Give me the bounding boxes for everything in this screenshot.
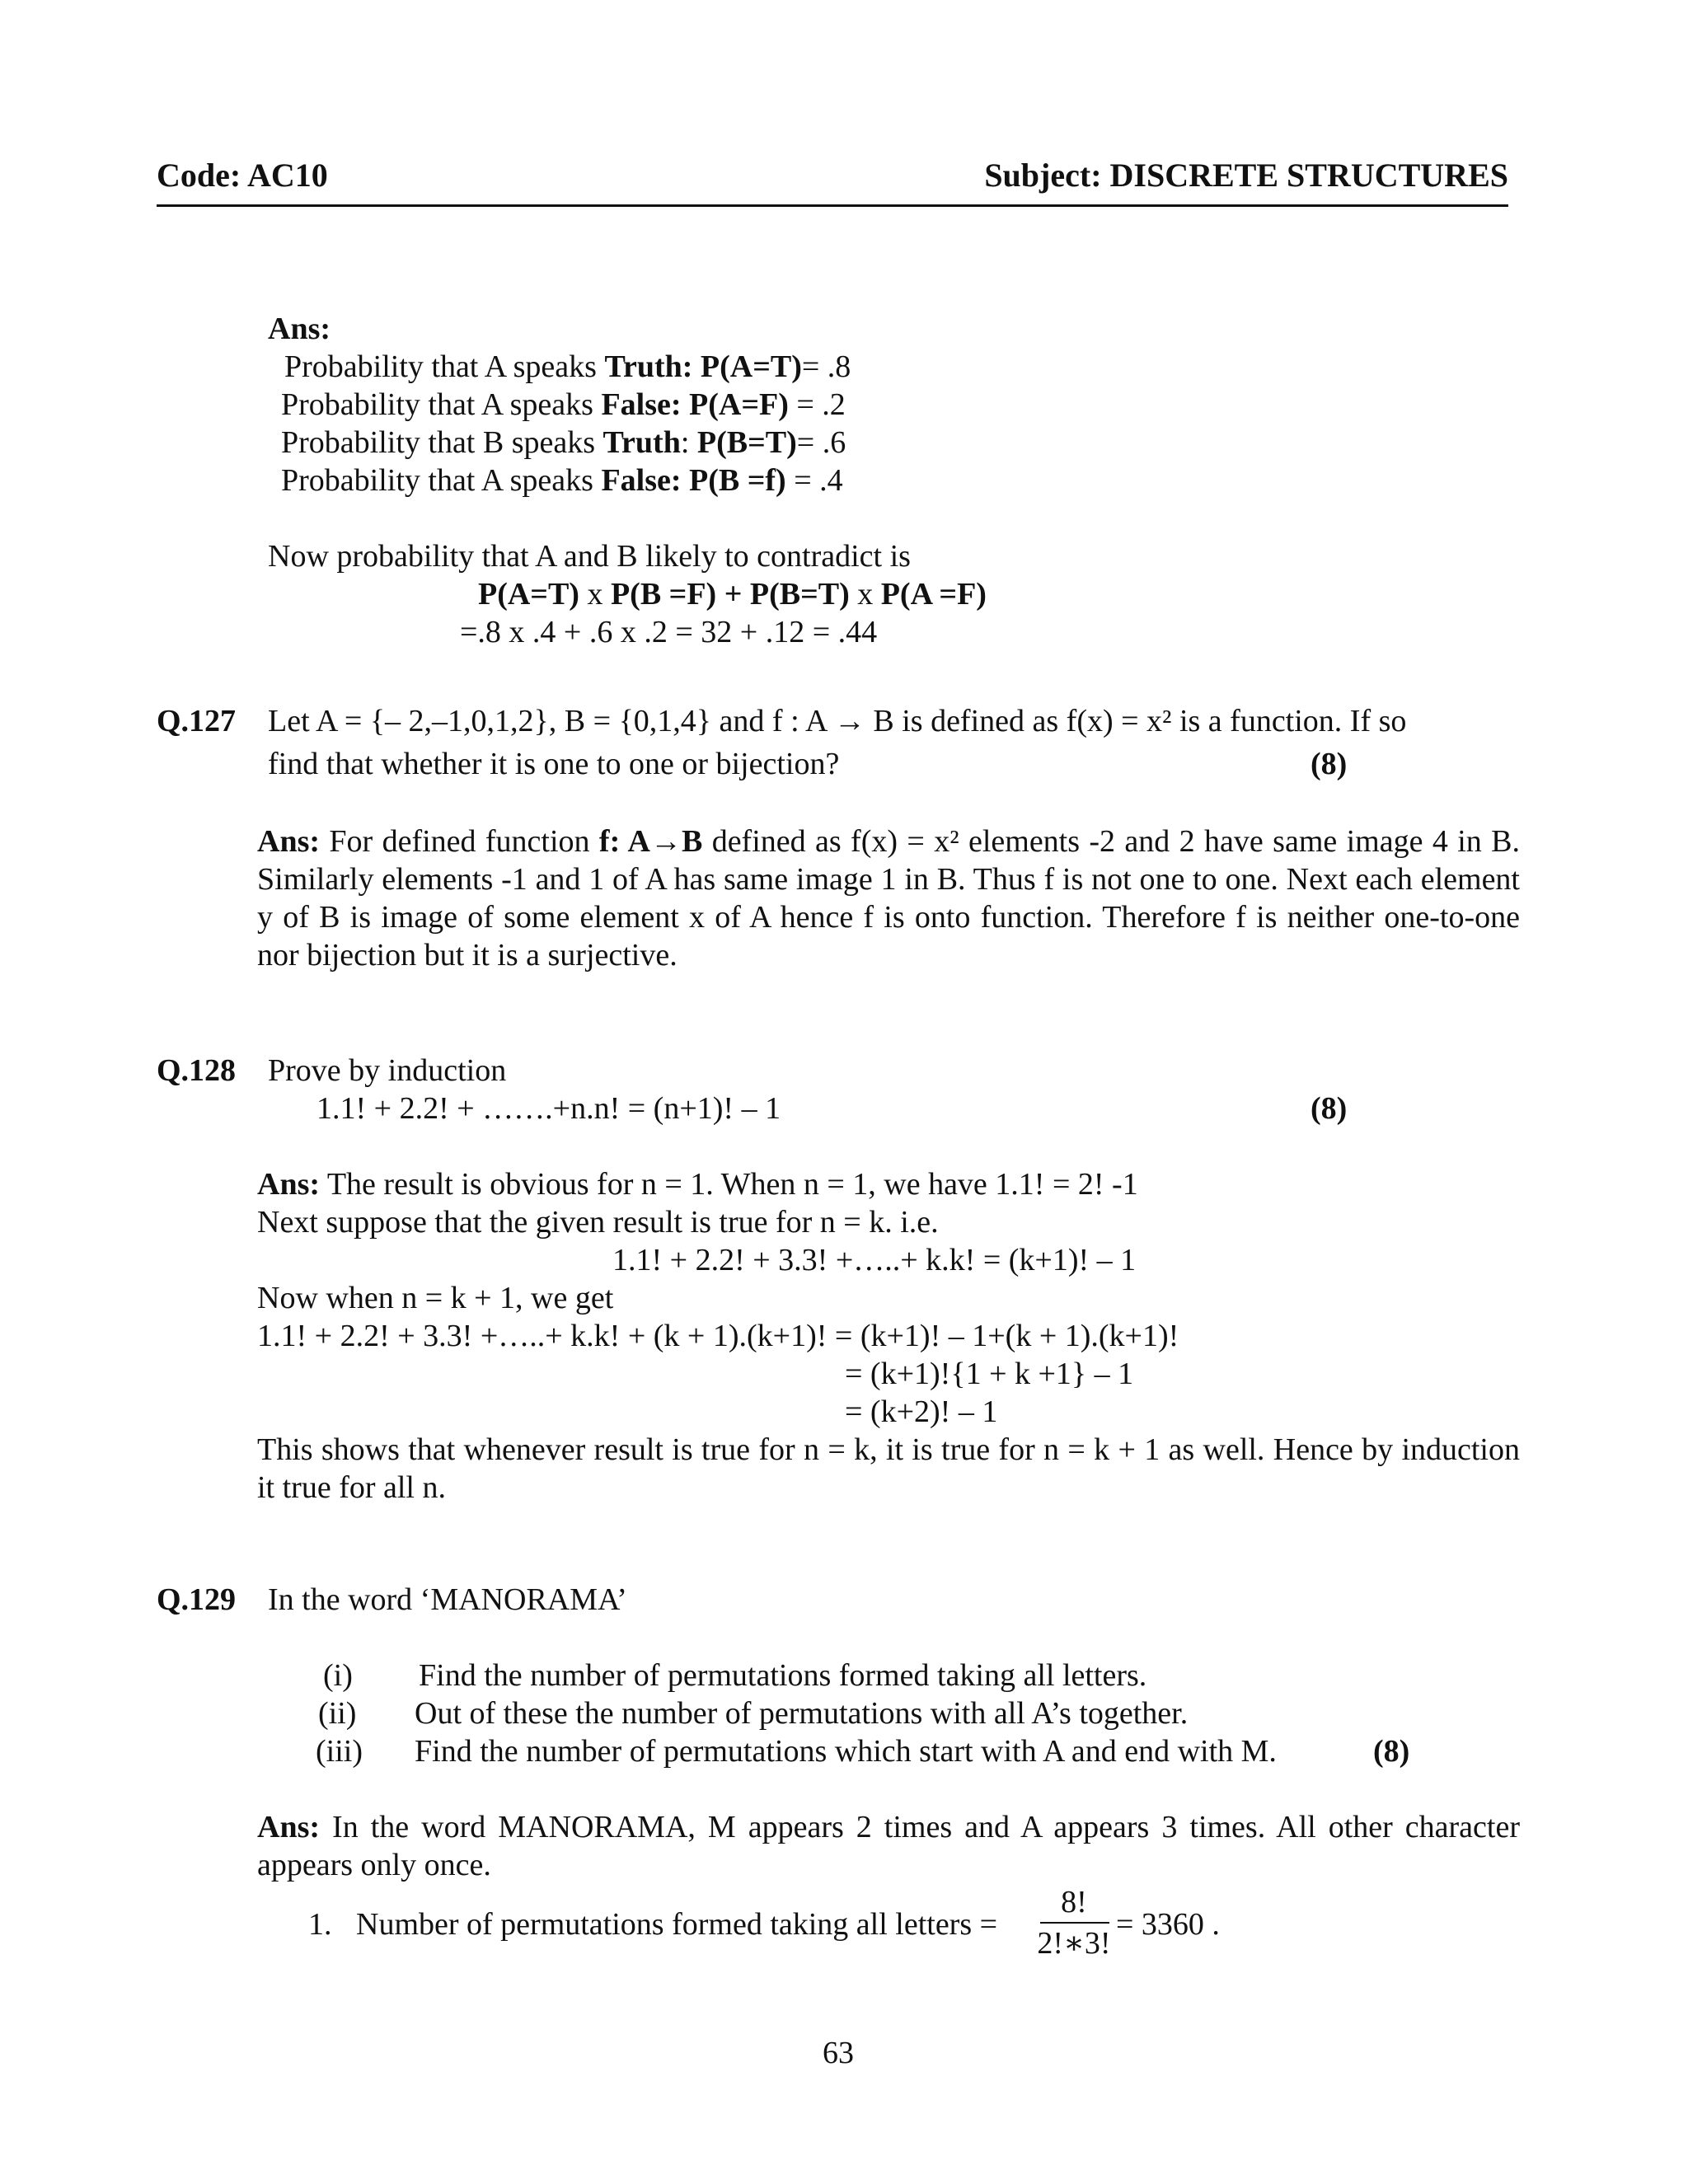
- q129-step-text: Number of permutations formed taking all letters =: [356, 1907, 998, 1942]
- fraction-numerator: 8!: [1061, 1885, 1087, 1919]
- question-number-127: Q.127: [157, 704, 237, 738]
- prob-line-4: Probability that A speaks False: P(B =f) = .4: [281, 463, 843, 498]
- q129-step-number: 1.: [308, 1907, 332, 1942]
- q129-item-text: Find the number of permutations formed taking all letters.: [419, 1658, 1147, 1693]
- fraction-bar: [1040, 1922, 1109, 1924]
- q129-item-label: (iii): [316, 1734, 363, 1769]
- page-number: 63: [823, 2036, 854, 2070]
- prob-line-2: Probability that A speaks False: P(A=F) = .2: [281, 387, 846, 422]
- prob-line-3: Probability that B speaks Truth: P(B=T)= .6: [281, 425, 846, 460]
- q127-answer: Ans: For defined function f: A→B defined as f(x) = x² elements -2 and 2 have same image 4 in B. Similarly elements -1 and 1 of A has same image 1 in B. Thus f is not one to one. Next each element y of B is image of some element x of A hence f is onto function. Therefore f is neither one-to-one nor bijection but it is a surjective.: [257, 824, 1521, 972]
- q128-expression: 1.1! + 2.2! + …….+n.n! = (n+1)! – 1: [316, 1091, 781, 1126]
- q128-answer-line-6: = (k+1)!{1 + k +1} – 1: [845, 1357, 1134, 1391]
- q128-answer-line-7: = (k+2)! – 1: [845, 1394, 998, 1429]
- q128-answer-line-5: 1.1! + 2.2! + 3.3! +…..+ k.k! + (k + 1).(k+1)! = (k+1)! – 1+(k + 1).(k+1)!: [257, 1319, 1179, 1353]
- contradict-text: Now probability that A and B likely to contradict is: [268, 539, 911, 574]
- q129-item-text: Out of these the number of permutations with all A’s together.: [415, 1696, 1189, 1731]
- q129-title: In the word ‘MANORAMA’: [268, 1582, 627, 1617]
- q127-line-1: Let A = {– 2,–1,0,1,2}, B = {0,1,4} and f : A → B is defined as f(x) = x² is a function. If so: [268, 704, 1407, 738]
- header-subject: Subject: DISCRETE STRUCTURES: [984, 157, 1508, 194]
- q129-step-result: = 3360 .: [1116, 1907, 1220, 1942]
- q128-answer-conclusion: This shows that whenever result is true for n = k, it is true for n = k + 1 as well. Hence by induction it true for all n.: [257, 1432, 1520, 1505]
- q129-item-text: Find the number of permutations which start with A and end with M.: [415, 1734, 1277, 1769]
- q128-title: Prove by induction: [268, 1053, 507, 1088]
- q128-marks: (8): [1311, 1091, 1348, 1126]
- q127-marks: (8): [1311, 747, 1348, 781]
- header-rule: [157, 204, 1508, 207]
- q128-answer-line-1: Ans: The result is obvious for n = 1. When n = 1, we have 1.1! = 2! -1: [257, 1167, 1138, 1202]
- q128-answer-line-3: 1.1! + 2.2! + 3.3! +…..+ k.k! = (k+1)! – 1: [612, 1243, 1137, 1277]
- q129-marks: (8): [1373, 1734, 1410, 1769]
- question-number-129: Q.129: [157, 1582, 237, 1617]
- q127-line-2: find that whether it is one to one or bijection?: [268, 747, 840, 781]
- q128-answer-line-2: Next suppose that the given result is true for n = k. i.e.: [257, 1205, 939, 1240]
- contradict-formula: P(A=T) x P(B =F) + P(B=T) x P(A =F): [478, 577, 987, 612]
- q129-item-label: (ii): [318, 1696, 357, 1731]
- answer-label: Ans:: [268, 312, 331, 346]
- q129-answer: Ans: In the word MANORAMA, M appears 2 times and A appears 3 times. All other character appears only once.: [257, 1810, 1520, 1882]
- q129-item-label: (i): [323, 1658, 353, 1693]
- prob-line-1: Probability that A speaks Truth: P(A=T)= .8: [284, 349, 851, 384]
- header-code: Code: AC10: [157, 157, 328, 194]
- contradict-calc: =.8 x .4 + .6 x .2 = 32 + .12 = .44: [460, 615, 878, 649]
- q128-answer-line-4: Now when n = k + 1, we get: [257, 1281, 614, 1315]
- fraction-denominator: 2!∗3!: [1037, 1926, 1111, 1961]
- question-number-128: Q.128: [157, 1053, 237, 1088]
